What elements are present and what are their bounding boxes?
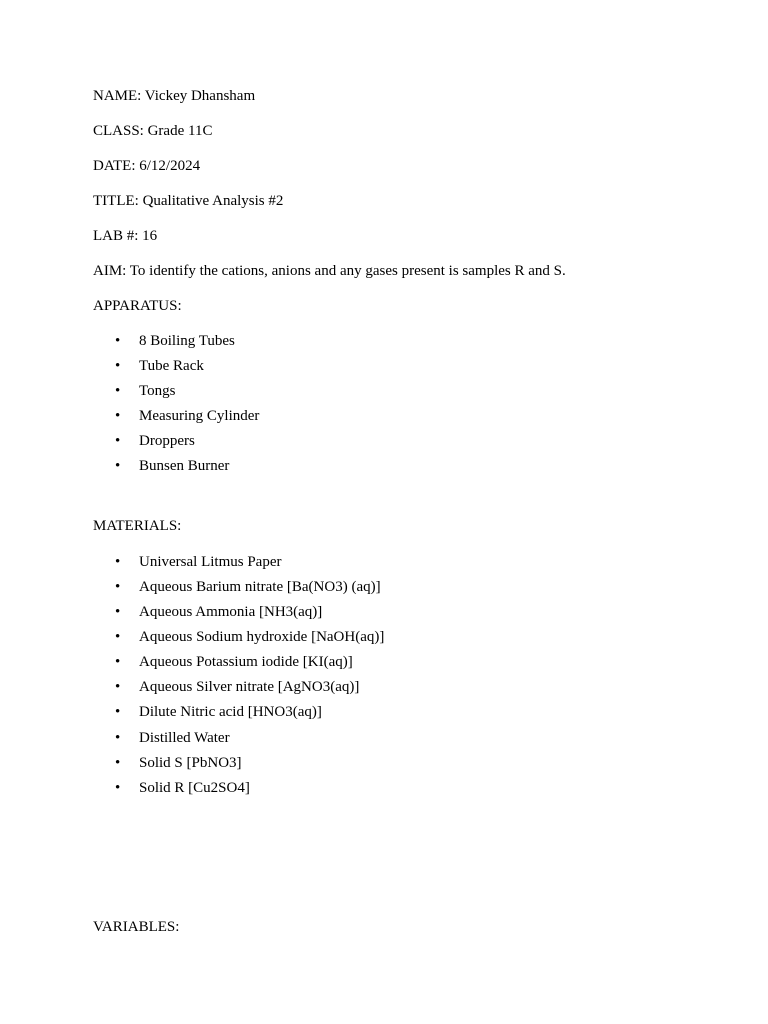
- bullet-icon: •: [115, 383, 121, 399]
- title-line: TITLE: Qualitative Analysis #2: [93, 193, 284, 209]
- list-item-text: Solid R [Cu2SO4]: [139, 780, 250, 796]
- bullet-icon: •: [115, 579, 121, 595]
- bullet-icon: •: [115, 433, 121, 449]
- bullet-icon: •: [115, 629, 121, 645]
- variables-heading: VARIABLES:: [93, 919, 180, 935]
- list-item-text: Universal Litmus Paper: [139, 554, 282, 570]
- bullet-icon: •: [115, 333, 121, 349]
- bullet-icon: •: [115, 358, 121, 374]
- bullet-icon: •: [115, 679, 121, 695]
- name-line: NAME: Vickey Dhansham: [93, 88, 256, 104]
- list-item-text: Bunsen Burner: [139, 458, 230, 474]
- list-item-text: Aqueous Barium nitrate [Ba(NO3) (aq)]: [139, 579, 381, 595]
- aim-line: AIM: To identify the cations, anions and any gases present is samples R and S.: [93, 263, 566, 279]
- list-item-text: Dilute Nitric acid [HNO3(aq)]: [139, 704, 322, 720]
- list-item-text: Aqueous Sodium hydroxide [NaOH(aq)]: [139, 629, 385, 645]
- bullet-icon: •: [115, 704, 121, 720]
- bullet-icon: •: [115, 408, 121, 424]
- apparatus-heading: APPARATUS:: [93, 298, 182, 314]
- lab-number-line: LAB #: 16: [93, 228, 158, 244]
- list-item-text: 8 Boiling Tubes: [139, 333, 235, 349]
- list-item-text: Distilled Water: [139, 730, 230, 746]
- bullet-icon: •: [115, 654, 121, 670]
- list-item-text: Aqueous Ammonia [NH3(aq)]: [139, 604, 323, 620]
- date-line: DATE: 6/12/2024: [93, 158, 201, 174]
- bullet-icon: •: [115, 730, 121, 746]
- list-item-text: Droppers: [139, 433, 195, 449]
- list-item-text: Solid S [PbNO3]: [139, 755, 242, 771]
- bullet-icon: •: [115, 780, 121, 796]
- list-item-text: Measuring Cylinder: [139, 408, 260, 424]
- bullet-icon: •: [115, 458, 121, 474]
- bullet-icon: •: [115, 554, 121, 570]
- list-item-text: Tongs: [139, 383, 176, 399]
- materials-heading: MATERIALS:: [93, 518, 182, 534]
- bullet-icon: •: [115, 755, 121, 771]
- list-item-text: Tube Rack: [139, 358, 204, 374]
- list-item-text: Aqueous Silver nitrate [AgNO3(aq)]: [139, 679, 360, 695]
- list-item-text: Aqueous Potassium iodide [KI(aq)]: [139, 654, 353, 670]
- class-line: CLASS: Grade 11C: [93, 123, 213, 139]
- bullet-icon: •: [115, 604, 121, 620]
